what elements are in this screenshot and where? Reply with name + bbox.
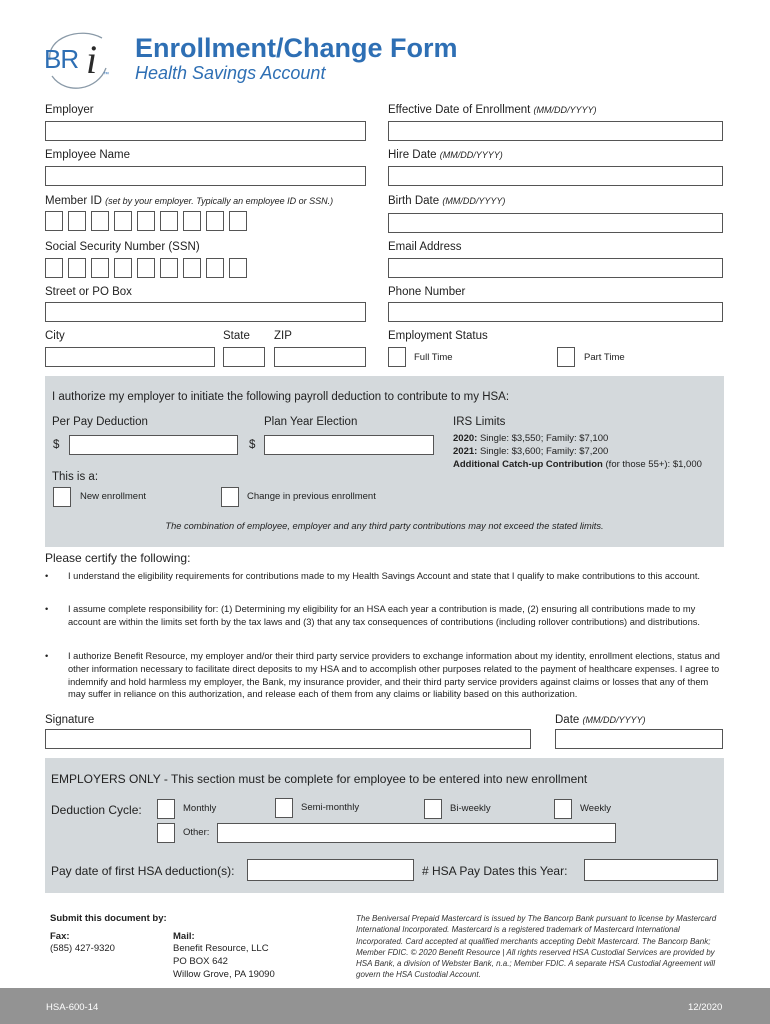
irs-limits-label: IRS Limits [453,416,506,428]
per-pay-field[interactable] [69,435,238,455]
signature-label: Signature [45,714,95,726]
catchup-label: Additional Catch-up Contribution [453,459,603,470]
limit-2021-year: 2021: [453,446,478,457]
hire-date-field[interactable] [388,166,723,186]
page-title: Enrollment/Change Form [135,33,458,63]
irs-limit-2021 [453,446,608,457]
new-enrollment-checkbox[interactable] [53,487,71,507]
effective-date-text: Effective Date of Enrollment [388,104,531,116]
email-field[interactable] [388,258,723,278]
bi-weekly-label: Bi-weekly [450,803,491,814]
member-id-text: Member ID [45,195,102,207]
full-time-checkbox[interactable] [388,347,406,367]
mail-line: Benefit Resource, LLC [173,943,269,954]
certify-item: I assume complete responsibility for: (1) Determining my eligibility for an HSA each year a contribution is made, (2) ensuring all contributions made to my account are within the limits set forth by the tax laws and (3) that any tax consequences of contributions (including rollover contributions) and distributions. [68,604,701,627]
state-field[interactable] [223,347,265,367]
mail-label: Mail: [173,931,195,942]
limit-2020-text: Single: $3,550; Family: $7,100 [477,433,609,444]
bullet-marker: • [45,604,49,614]
part-time-label: Part Time [584,352,625,363]
ssn-digit-box[interactable] [206,258,224,278]
employee-name-field[interactable] [45,166,366,186]
member-id-label [45,195,333,207]
birth-date-text: Birth Date [388,195,440,207]
date-label [555,714,646,726]
employers-title: EMPLOYERS ONLY - This section must be complete for employee to be entered into new enrollment [51,772,588,786]
hire-date-text: Hire Date [388,149,437,161]
per-pay-label: Per Pay Deduction [52,416,148,428]
certify-title: Please certify the following: [45,551,191,565]
ssn-digit-box[interactable] [160,258,178,278]
certify-item: I authorize Benefit Resource, my employer and/or their third party service providers to exchange information about my identity, enrollment elections, status and other information necessary to facilitate direct deposits to my HSA and to accomplish other purposes related to the payment of healthcare expenses. I agree to indemnify and hold harmless my employer, the Bank, my insurance provider, and their third party service providers against claims or losses that any of them may suffer in reliance on this authorization, and release each of them from any claims or liability based on this authorization. [68,651,720,700]
limit-2021-text: Single: $3,600; Family: $7,200 [477,446,609,457]
logo-letter-i: i [86,37,98,82]
effective-date-label [388,104,597,116]
certify-item: I understand the eligibility requirements for contributions made to my Health Savings Account and state that I qualify to make contributions to this account. [68,571,701,581]
member-id-digit-box[interactable] [68,211,86,231]
other-field[interactable] [217,823,616,843]
change-enrollment-checkbox[interactable] [221,487,239,507]
signature-field[interactable] [45,729,531,749]
city-label: City [45,330,65,342]
new-enrollment-label: New enrollment [80,491,146,502]
hire-date-label [388,149,503,161]
ssn-digit-box[interactable] [91,258,109,278]
currency-sign: $ [53,439,60,451]
catchup-text: (for those 55+): $1,000 [602,459,702,470]
ssn-label: Social Security Number (SSN) [45,241,200,253]
this-is-a-label: This is a: [52,471,99,483]
contribution-note: The combination of employee, employer and any third party contributions may not exceed the stated limits. [165,521,604,531]
other-label: Other: [183,827,210,838]
birth-date-field[interactable] [388,213,723,233]
logo-letters: BR [44,44,79,74]
email-label: Email Address [388,241,462,253]
date-format-hint: (MM/DD/YYYY) [439,150,503,160]
plan-year-field[interactable] [264,435,434,455]
semi-monthly-label: Semi-monthly [301,802,360,813]
other-checkbox[interactable] [157,823,175,843]
bullet-marker: • [45,571,49,581]
deduction-cycle-label: Deduction Cycle: [51,803,142,817]
date-text: Date [555,714,580,726]
city-field[interactable] [45,347,215,367]
full-time-label: Full Time [414,352,453,363]
date-format-hint: (MM/DD/YYYY) [582,715,646,725]
employee-name-label: Employee Name [45,149,131,161]
currency-sign: $ [249,439,256,451]
ssn-digit-box[interactable] [137,258,155,278]
member-id-digit-box[interactable] [206,211,224,231]
effective-date-field[interactable] [388,121,723,141]
member-id-note: (set by your employer. Typically an employee ID or SSN.) [105,196,334,206]
birth-date-label [388,195,505,207]
ssn-digit-box[interactable] [229,258,247,278]
member-id-digit-box[interactable] [137,211,155,231]
weekly-label: Weekly [580,803,611,814]
ssn-digit-box[interactable] [68,258,86,278]
member-id-digit-box[interactable] [183,211,201,231]
change-enrollment-label: Change in previous enrollment [247,491,376,502]
authorize-text: I authorize my employer to initiate the following payroll deduction to contribute to my HSA: [52,391,510,403]
form-date: 12/2020 [688,1002,723,1013]
date-format-hint: (MM/DD/YYYY) [442,196,506,206]
logo-tm: ™ [103,72,109,78]
street-field[interactable] [45,302,366,322]
logo [40,24,114,96]
zip-field[interactable] [274,347,366,367]
street-label: Street or PO Box [45,286,132,298]
limit-2020-year: 2020: [453,433,478,444]
part-time-checkbox[interactable] [557,347,575,367]
monthly-checkbox[interactable] [157,799,175,819]
ssn-digit-box[interactable] [114,258,132,278]
bi-weekly-checkbox[interactable] [424,799,442,819]
member-id-digit-box[interactable] [91,211,109,231]
state-label: State [223,330,250,342]
legal-disclaimer: The Beniversal Prepaid Mastercard is issued by The Bancorp Bank pursuant to license by Mastercard International Incorporated. Mastercard is a registered trademark of Mastercard International Incorporated. Card accepted at qualified merchants accepting Debit Mastercard. The Bancorp Bank; Member FDIC. © 2020 Benefit Resource | All rights reserved HSA Custodial Services are provided by HSA Bank, a division of Webster Bank, n.a.; Member FDIC. A separate HSA Custodial Agreement will govern the HSA Custodial Account. [356,914,717,980]
mail-line: PO BOX 642 [173,956,228,967]
employer-field[interactable] [45,121,366,141]
date-format-hint: (MM/DD/YYYY) [533,105,597,115]
fax-label: Fax: [50,931,70,942]
irs-limit-2020 [453,433,608,444]
pay-dates-year-label: # HSA Pay Dates this Year: [422,864,568,878]
phone-field[interactable] [388,302,723,322]
employer-label: Employer [45,104,94,116]
monthly-label: Monthly [183,803,217,814]
fax-number: (585) 427-9320 [50,943,115,954]
weekly-checkbox[interactable] [554,799,572,819]
page-subtitle: Health Savings Account [135,63,326,83]
phone-label: Phone Number [388,286,466,298]
pay-dates-year-field[interactable] [584,859,718,881]
pay-date-label: Pay date of first HSA deduction(s): [51,864,235,878]
semi-monthly-checkbox[interactable] [275,798,293,818]
plan-year-label: Plan Year Election [264,416,358,428]
member-id-digit-box[interactable] [229,211,247,231]
pay-date-field[interactable] [247,859,414,881]
mail-line: Willow Grove, PA 19090 [173,969,275,980]
footer-bar [0,988,770,1024]
ssn-digit-box[interactable] [45,258,63,278]
submit-title: Submit this document by: [50,913,167,924]
ssn-digit-box[interactable] [183,258,201,278]
member-id-digit-box[interactable] [114,211,132,231]
bullet-marker: • [45,651,49,661]
member-id-digit-box[interactable] [45,211,63,231]
signature-date-field[interactable] [555,729,723,749]
member-id-digit-box[interactable] [160,211,178,231]
irs-catchup [453,459,702,470]
employment-status-label: Employment Status [388,330,488,342]
form-id: HSA-600-14 [46,1002,99,1013]
zip-label: ZIP [274,330,292,342]
